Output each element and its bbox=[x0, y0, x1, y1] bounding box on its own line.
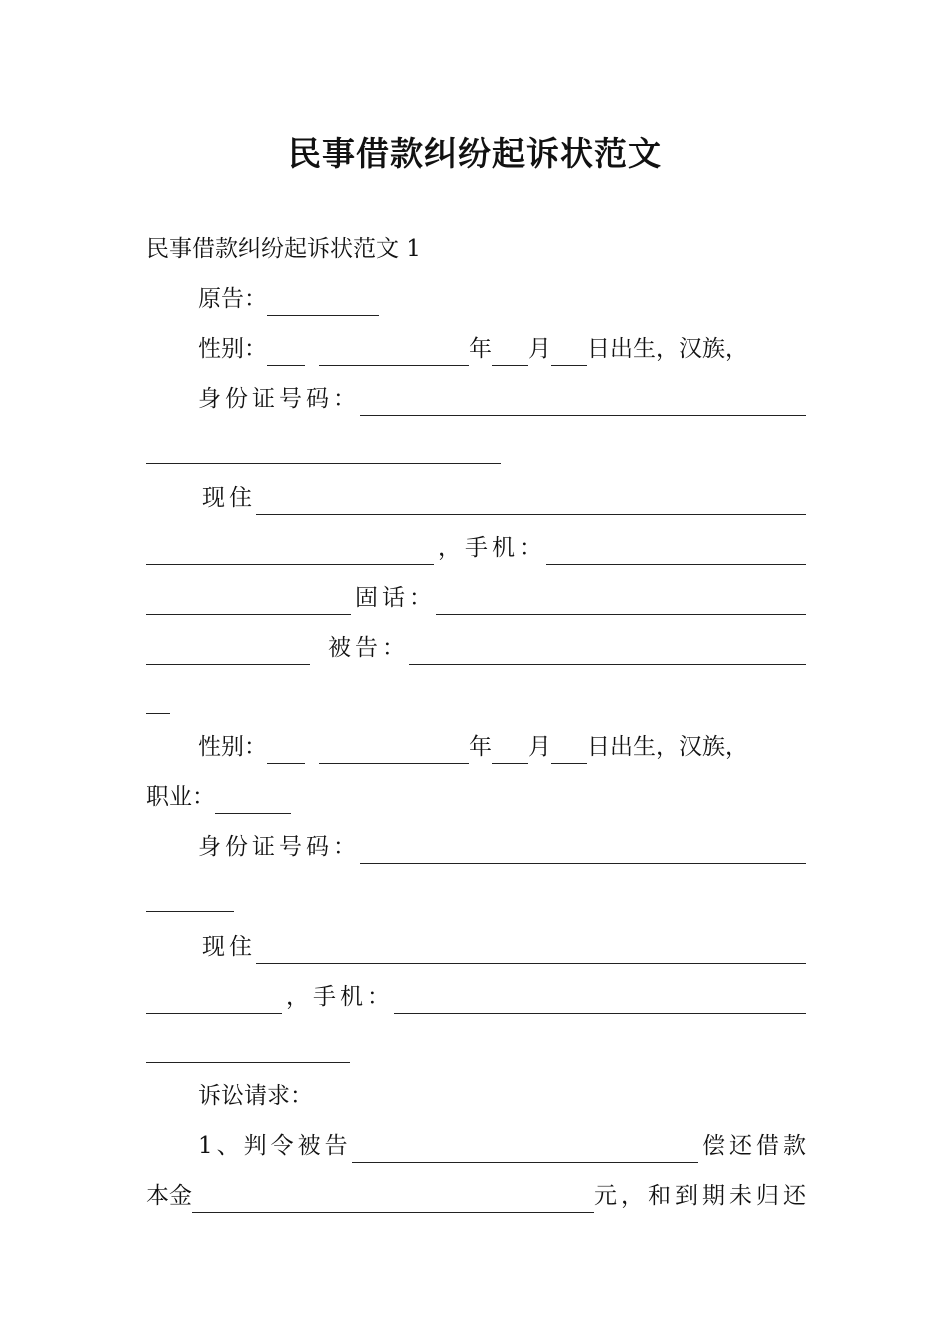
claim1-prefix: 1、判令被告 bbox=[198, 1133, 352, 1159]
defendant-address-line bbox=[146, 930, 806, 964]
defendant-blank[interactable] bbox=[409, 640, 806, 665]
occupation-label: 职业： bbox=[146, 784, 215, 810]
id-blank[interactable] bbox=[360, 391, 806, 416]
defendant-address-blank-cont[interactable] bbox=[146, 989, 282, 1014]
claim1-suffix: 偿还借款 bbox=[702, 1133, 810, 1159]
defendant-year-label: 年 bbox=[469, 734, 492, 760]
plaintiff-blank[interactable] bbox=[267, 291, 379, 316]
phone-label: ，手机： bbox=[438, 535, 546, 561]
birth-day-blank[interactable] bbox=[551, 341, 587, 366]
defendant-id-continuation bbox=[146, 878, 806, 912]
defendant-phone-label: ，手机： bbox=[286, 984, 394, 1010]
plaintiff-gender-line bbox=[146, 332, 806, 366]
defendant-address-blank[interactable] bbox=[256, 939, 806, 964]
defendant-phone-blank-cont[interactable] bbox=[146, 1038, 350, 1063]
birth-month-blank[interactable] bbox=[492, 341, 528, 366]
id-label: 身份证号码： bbox=[198, 386, 360, 412]
defendant-phone-line bbox=[146, 980, 806, 1014]
claim1-defendant-blank[interactable] bbox=[352, 1138, 698, 1163]
defendant-birth-year-blank[interactable] bbox=[319, 739, 469, 764]
defendant-continuation bbox=[146, 680, 806, 714]
defendant-birth-ethnicity-label: 日出生，汉族， bbox=[587, 734, 748, 760]
landline-blank-cont[interactable] bbox=[146, 640, 310, 665]
gender-label: 性别： bbox=[198, 336, 267, 362]
address-label: 现住 bbox=[202, 485, 256, 511]
defendant-birth-day-blank[interactable] bbox=[551, 739, 587, 764]
principal-label: 本金 bbox=[146, 1183, 192, 1209]
page-title: 民事借款纠纷起诉状范文 bbox=[288, 134, 662, 173]
occupation-blank[interactable] bbox=[215, 789, 291, 814]
plaintiff-address-line bbox=[146, 481, 806, 515]
principal-blank[interactable] bbox=[192, 1188, 594, 1213]
defendant-blank-cont[interactable] bbox=[146, 689, 170, 714]
year-label: 年 bbox=[469, 336, 492, 362]
landline-label: 固话： bbox=[355, 585, 436, 611]
defendant-label: 被告： bbox=[328, 635, 409, 661]
landline-blank[interactable] bbox=[436, 590, 806, 615]
plaintiff-label: 原告： bbox=[198, 286, 267, 312]
phone-blank-cont[interactable] bbox=[146, 590, 351, 615]
plaintiff-id-continuation bbox=[146, 430, 806, 464]
defendant-id-label: 身份证号码： bbox=[198, 834, 360, 860]
claims-heading bbox=[146, 1079, 806, 1113]
defendant-id-blank[interactable] bbox=[360, 839, 806, 864]
id-blank-cont[interactable] bbox=[146, 439, 501, 464]
month-label: 月 bbox=[528, 336, 551, 362]
defendant-gender-line bbox=[146, 730, 806, 764]
address-blank[interactable] bbox=[256, 490, 806, 515]
subtitle-text: 民事借款纠纷起诉状范文 1 bbox=[146, 236, 421, 262]
defendant-occupation-line bbox=[146, 780, 806, 814]
defendant-month-label: 月 bbox=[528, 734, 551, 760]
birth-ethnicity-label: 日出生，汉族， bbox=[587, 336, 748, 362]
claim-1-principal-line bbox=[146, 1179, 810, 1213]
plaintiff-id-line bbox=[146, 382, 806, 416]
plaintiff-phone-line bbox=[146, 531, 806, 565]
defendant-phone-blank[interactable] bbox=[394, 989, 806, 1014]
defendant-id-line bbox=[146, 830, 806, 864]
plaintiff-line bbox=[146, 282, 806, 316]
defendant-address-label: 现住 bbox=[202, 934, 256, 960]
defendant-phone-continuation bbox=[146, 1029, 806, 1063]
claim-1-line bbox=[146, 1129, 810, 1163]
section-subtitle bbox=[146, 232, 806, 266]
address-blank-cont[interactable] bbox=[146, 540, 434, 565]
principal-tail: 元，和到期未归还 bbox=[594, 1183, 810, 1209]
claims-label: 诉讼请求： bbox=[198, 1083, 313, 1109]
phone-blank[interactable] bbox=[546, 540, 806, 565]
defendant-gender-blank[interactable] bbox=[267, 739, 305, 764]
defendant-line bbox=[146, 631, 806, 665]
birth-year-blank[interactable] bbox=[319, 341, 469, 366]
gender-blank[interactable] bbox=[267, 341, 305, 366]
plaintiff-landline-line bbox=[146, 581, 806, 615]
defendant-gender-label: 性别： bbox=[198, 734, 267, 760]
defendant-birth-month-blank[interactable] bbox=[492, 739, 528, 764]
defendant-id-blank-cont[interactable] bbox=[146, 887, 234, 912]
